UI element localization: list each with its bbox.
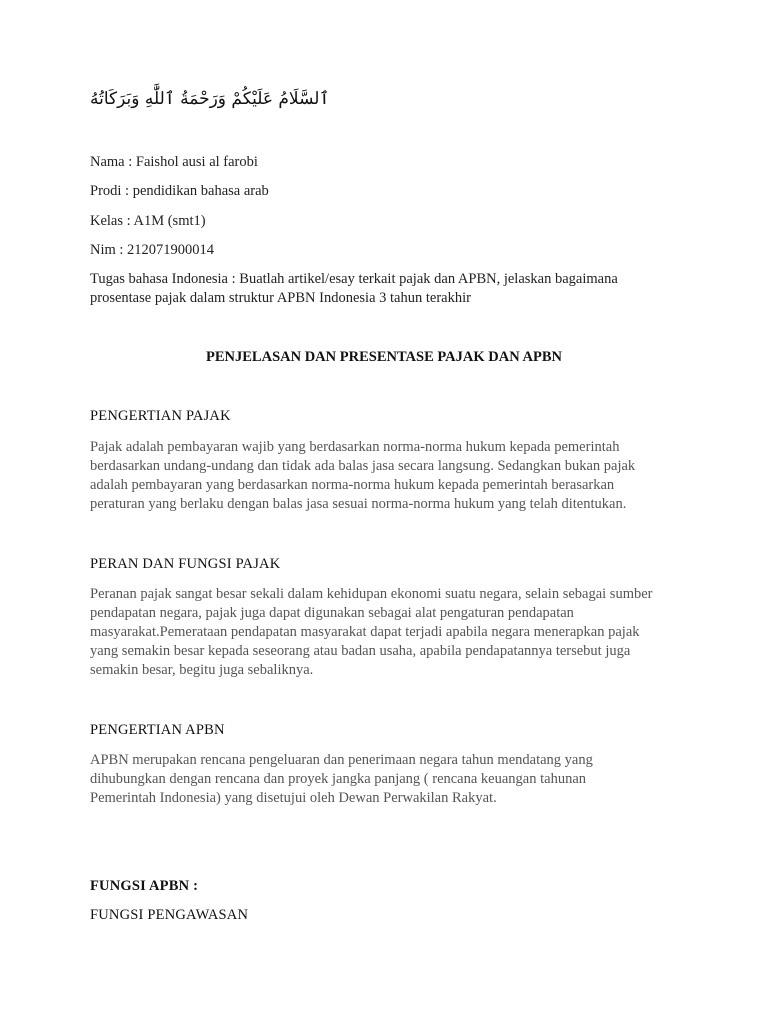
section-heading-pengertian-apbn: PENGERTIAN APBN [90, 722, 225, 738]
fungsi-pengawasan-subheading: FUNGSI PENGAWASAN [90, 907, 249, 923]
section-paragraph-pengertian-apbn [90, 751, 690, 808]
arabic-greeting: ٱلسَّلَامُ عَلَيْكُمْ وَرَحْمَةُ ٱللَّٰهِ وَبَرَكَاتُهُ [90, 89, 330, 109]
student-prodi: Prodi : pendidikan bahasa arab [90, 183, 269, 199]
paragraph-line: pendapatan negara, pajak juga dapat digunakan sebagai alat pengaturan pendapatan [90, 605, 574, 621]
paragraph-line: berdasarkan undang-undang dan tidak ada balas jasa secara langsung. Sedangkan bukan pajak [90, 458, 636, 474]
paragraph-line: yang semakin besar kepada seseorang atau badan usaha, apabila pendapatannya tersebut juga [90, 643, 631, 659]
paragraph-line: adalah pembayaran yang berdasarkan norma-norma hukum kepada pemerintah berasarkan [90, 477, 615, 493]
section-heading-peran-fungsi-pajak: PERAN DAN FUNGSI PAJAK [90, 556, 281, 572]
paragraph-line: masyarakat.Pemerataan pendapatan masyarakat dapat terjadi apabila negara menerapkan pajak [90, 624, 640, 640]
section-heading-pengertian-pajak: PENGERTIAN PAJAK [90, 408, 231, 424]
student-nim: Nim : 212071900014 [90, 242, 215, 258]
student-kelas: Kelas : A1M (smt1) [90, 213, 206, 229]
document-title: PENJELASAN DAN PRESENTASE PAJAK DAN APBN [206, 349, 562, 365]
task-line-2: prosentase pajak dalam struktur APBN Indonesia 3 tahun terakhir [90, 290, 471, 306]
section-paragraph-peran-fungsi-pajak [90, 585, 690, 680]
paragraph-line: APBN merupakan rencana pengeluaran dan penerimaan negara tahun mendatang yang [90, 752, 593, 768]
paragraph-line: semakin besar, begitu juga sebaliknya. [90, 662, 314, 678]
paragraph-line: Peranan pajak sangat besar sekali dalam kehidupan ekonomi suatu negara, selain sebagai sumber [90, 586, 653, 602]
task-line-1: Tugas bahasa Indonesia : Buatlah artikel/esay terkait pajak dan APBN, jelaskan bagaimana [90, 271, 618, 287]
student-name: Nama : Faishol ausi al farobi [90, 154, 258, 170]
section-paragraph-pengertian-pajak [90, 438, 690, 514]
fungsi-apbn-heading: FUNGSI APBN : [90, 878, 199, 894]
paragraph-line: peraturan yang berlaku dengan balas jasa sesuai norma-norma hukum yang telah ditentukan. [90, 496, 627, 512]
task-description [90, 270, 690, 308]
paragraph-line: Pajak adalah pembayaran wajib yang berdasarkan norma-norma hukum kepada pemerintah [90, 439, 620, 455]
paragraph-line: Pemerintah Indonesia) yang disetujui oleh Dewan Perwakilan Rakyat. [90, 790, 497, 806]
paragraph-line: dihubungkan dengan rencana dan proyek jangka panjang ( rencana keuangan tahunan [90, 771, 587, 787]
